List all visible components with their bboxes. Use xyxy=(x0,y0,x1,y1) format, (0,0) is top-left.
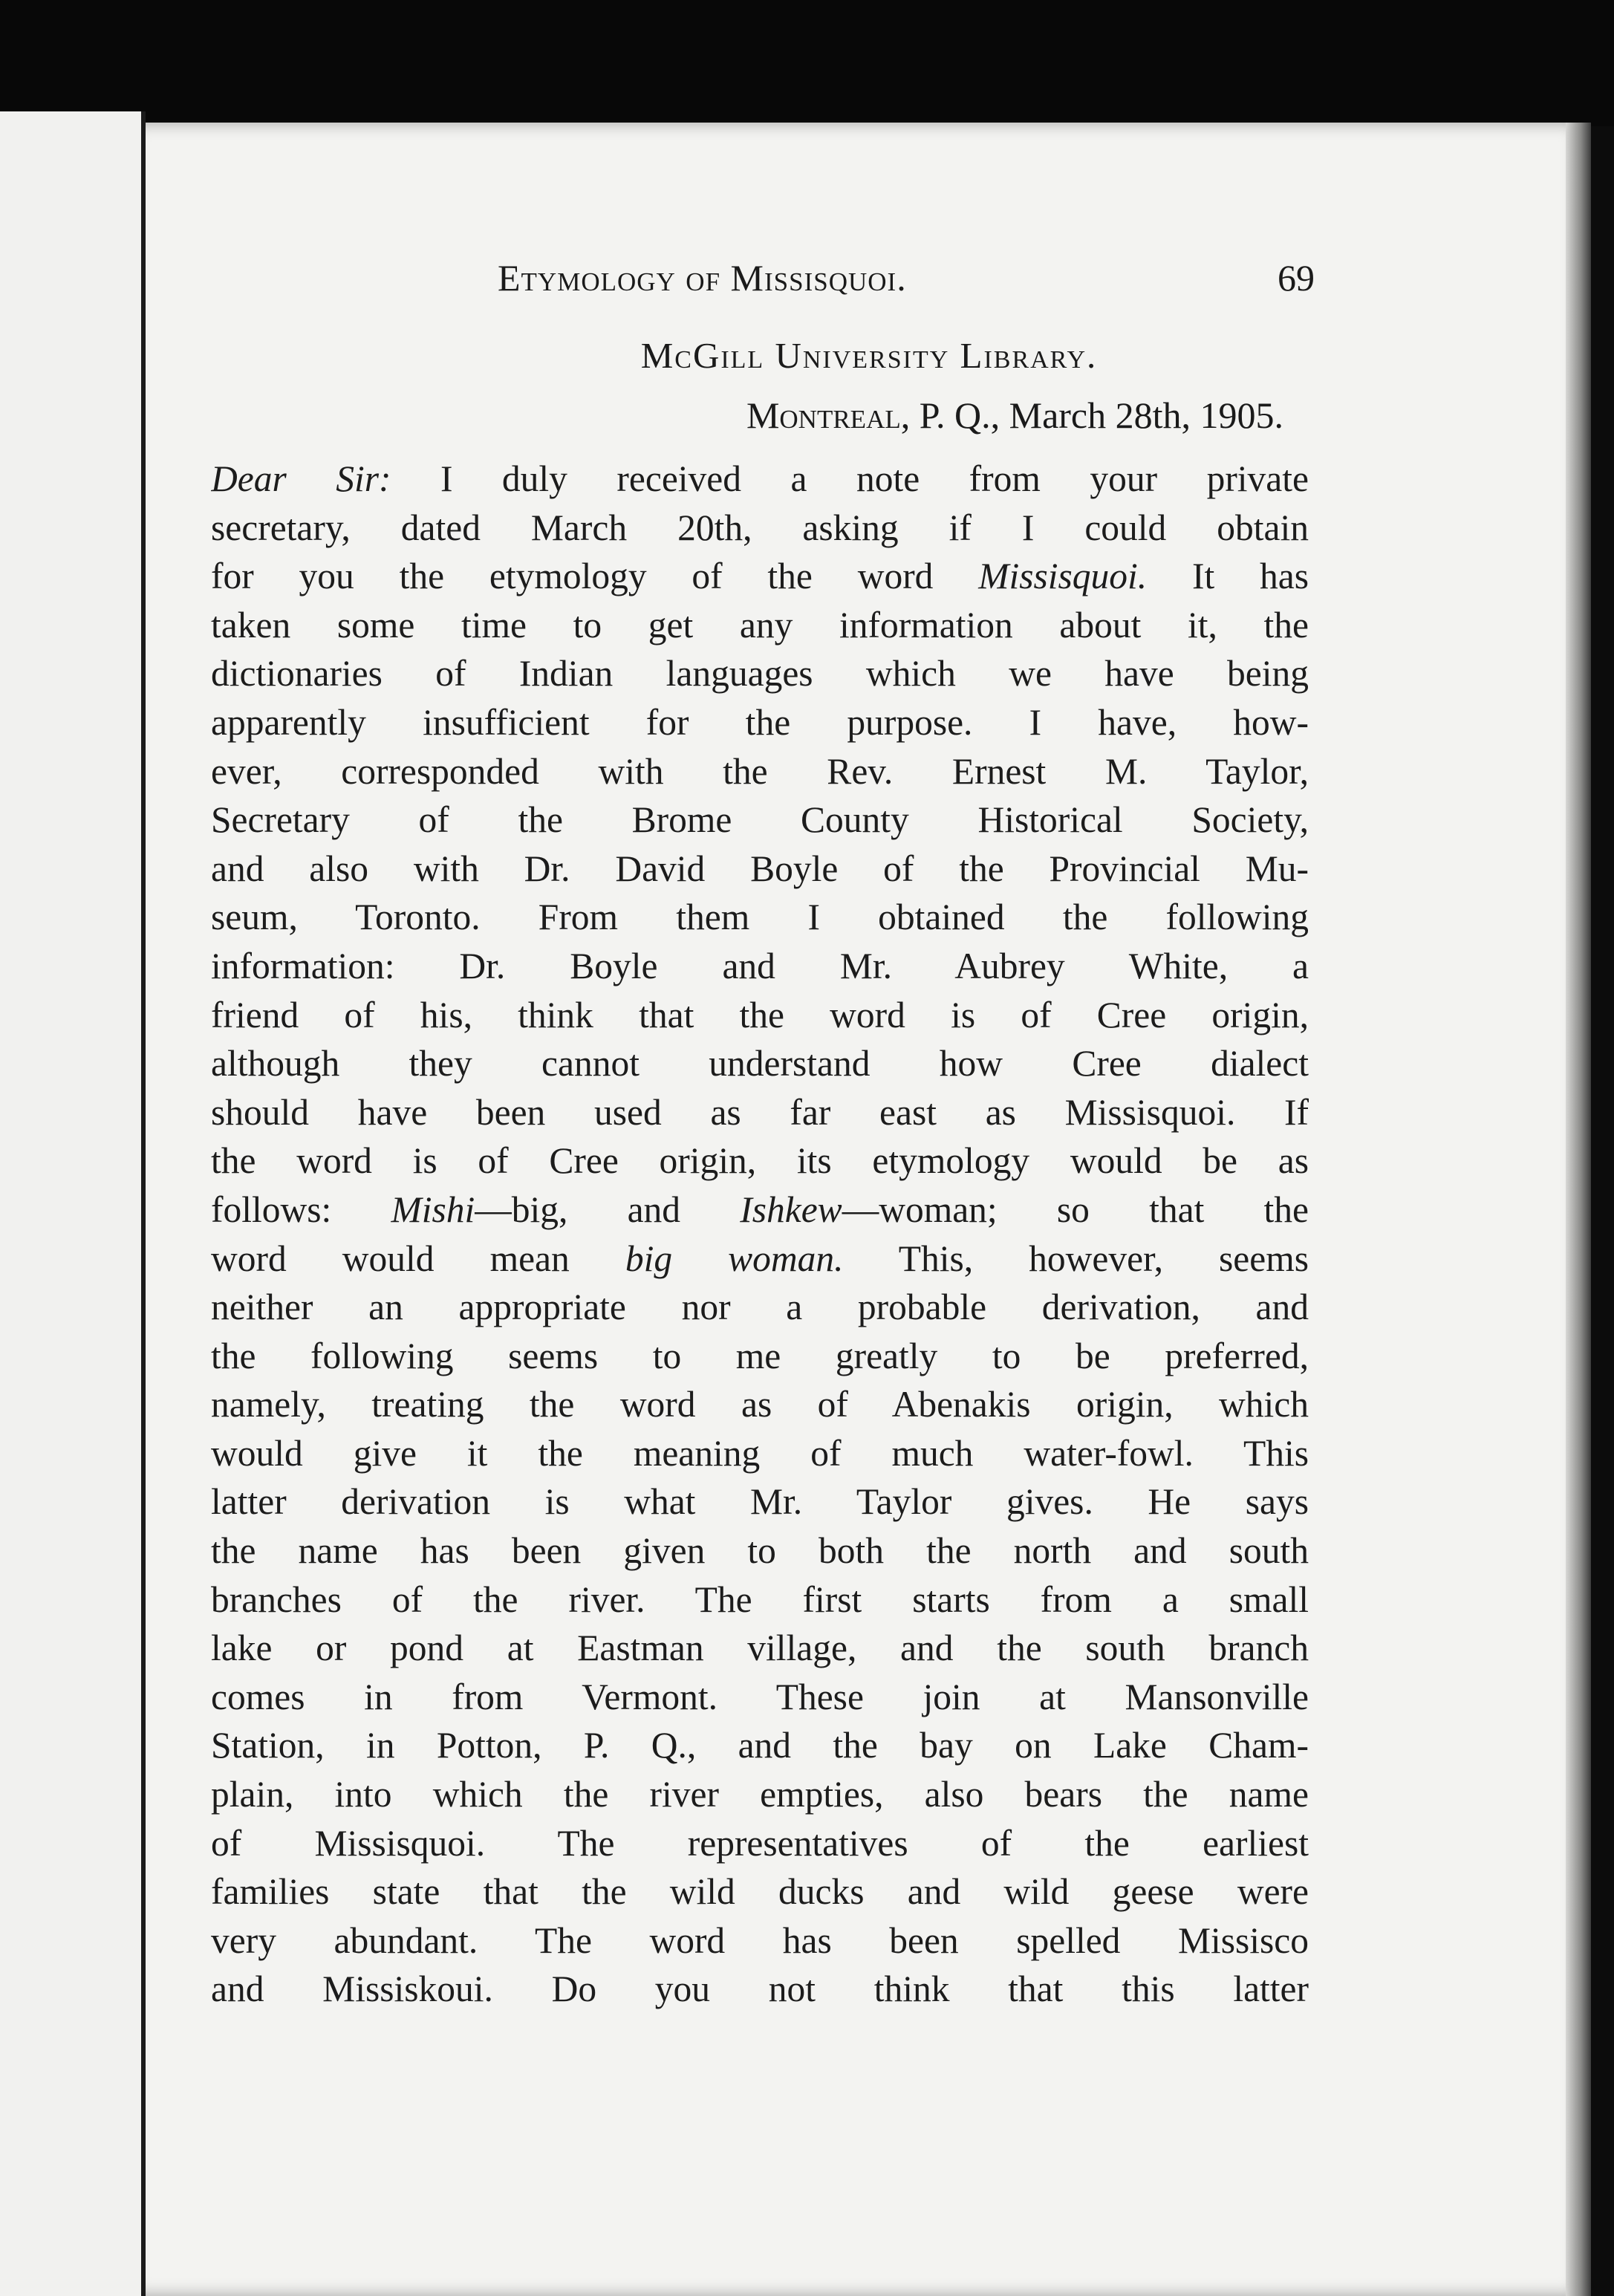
body-text-run: lake or pond at Eastman village, and the south branch xyxy=(211,1627,1309,1669)
body-line xyxy=(211,1575,1309,1625)
letter-body xyxy=(211,455,1309,2014)
page-gutter-shadow xyxy=(1566,123,1591,2296)
body-line xyxy=(211,1526,1309,1575)
body-text-run: the word is of Cree origin, its etymology would be as xyxy=(211,1140,1309,1182)
body-line xyxy=(211,1429,1309,1478)
body-line xyxy=(211,455,1309,504)
body-line xyxy=(211,796,1309,845)
body-line xyxy=(211,1770,1309,1819)
body-line xyxy=(211,649,1309,698)
body-line xyxy=(211,1624,1309,1673)
body-line xyxy=(211,845,1309,894)
dateline xyxy=(746,394,1283,437)
body-text-run: should have been used as far east as Missisquoi. If xyxy=(211,1091,1309,1133)
body-line xyxy=(211,601,1309,650)
body-line xyxy=(211,1136,1309,1186)
italic-term: Missisquoi. xyxy=(978,556,1148,597)
body-text-run: namely, treating the word as of Abenakis origin, which xyxy=(211,1384,1309,1425)
body-text-run: although they cannot understand how Cree dialect xyxy=(211,1043,1309,1084)
running-title: Etymology of Missisquoi. xyxy=(498,257,907,299)
body-text-run: information: Dr. Boyle and Mr. Aubrey White, a xyxy=(211,945,1309,986)
body-line xyxy=(211,698,1309,747)
body-line xyxy=(211,1721,1309,1770)
body-text-run: neither an appropriate nor a probable derivation, and xyxy=(211,1287,1309,1328)
body-text-run: taken some time to get any information about it, the xyxy=(211,604,1309,645)
body-text-run: and Missiskoui. Do you not think that this latter xyxy=(211,1968,1309,2010)
body-line xyxy=(211,991,1309,1040)
facing-page-edge xyxy=(0,111,146,2296)
dateline-date: March 28th, 1905. xyxy=(1009,394,1283,436)
body-text-run: —woman; so that the xyxy=(842,1188,1309,1230)
body-text-run: This, however, seems xyxy=(843,1238,1309,1279)
body-text-run: friend of his, think that the word is of Cree origin, xyxy=(211,994,1309,1035)
dateline-place: Montreal, P. Q., xyxy=(746,394,1000,436)
body-text-run: latter derivation is what Mr. Taylor gives. He says xyxy=(211,1481,1309,1523)
body-text-run: would give it the meaning of much water-fowl. This xyxy=(211,1432,1309,1474)
body-line xyxy=(211,1965,1309,2014)
body-text-run: apparently insufficient for the purpose. I have, how- xyxy=(211,701,1309,743)
italic-term: Ishkew xyxy=(740,1188,842,1230)
body-line xyxy=(211,1186,1309,1235)
italic-term: Mishi xyxy=(391,1188,475,1230)
body-text-run: the following seems to me greatly to be preferred, xyxy=(211,1335,1309,1376)
italic-term: Dear Sir: xyxy=(211,458,391,499)
body-line xyxy=(211,1332,1309,1381)
body-text-run: and also with Dr. David Boyle of the Provincial Mu- xyxy=(211,848,1309,889)
body-line xyxy=(211,1477,1309,1526)
body-text-run: the name has been given to both the north and south xyxy=(211,1530,1309,1572)
body-text-run: branches of the river. The first starts from a small xyxy=(211,1578,1309,1620)
body-text-run: ever, corresponded with the Rev. Ernest M. Taylor, xyxy=(211,750,1309,792)
body-text-run: secretary, dated March 20th, asking if I could obtain xyxy=(211,507,1309,548)
body-line xyxy=(211,1673,1309,1722)
body-text-run: Secretary of the Brome County Historical Society, xyxy=(211,799,1309,841)
body-text-run: —big, and xyxy=(475,1188,741,1230)
body-text-run: of Missisquoi. The representatives of the earliest xyxy=(211,1822,1309,1864)
body-text-run: It has xyxy=(1147,556,1309,597)
body-text-run: very abundant. The word has been spelled Missisco xyxy=(211,1919,1309,1961)
body-text-run: families state that the wild ducks and wild geese were xyxy=(211,1871,1309,1913)
body-text-run: Station, in Potton, P. Q., and the bay on Lake Cham- xyxy=(211,1725,1309,1766)
body-text-run: for you the etymology of the word xyxy=(211,556,979,597)
body-line xyxy=(211,504,1309,553)
body-line xyxy=(211,552,1309,601)
body-line xyxy=(211,1283,1309,1332)
scan-background xyxy=(0,0,1614,126)
body-line xyxy=(211,1235,1309,1284)
body-text-run: I duly received a note from your private xyxy=(391,458,1309,499)
body-line xyxy=(211,893,1309,942)
body-line xyxy=(211,1088,1309,1137)
body-line xyxy=(211,1867,1309,1916)
body-text-run: comes in from Vermont. These join at Mansonville xyxy=(211,1676,1309,1717)
body-line xyxy=(211,1916,1309,1965)
page-header xyxy=(498,256,1315,316)
body-text-run: dictionaries of Indian languages which we have being xyxy=(211,653,1309,695)
body-line xyxy=(211,1039,1309,1088)
body-text-run: word would mean xyxy=(211,1238,625,1279)
body-line xyxy=(211,1819,1309,1868)
italic-term: big woman. xyxy=(625,1238,844,1279)
body-text-run: follows: xyxy=(211,1188,391,1230)
body-text-run: plain, into which the river empties, also bears the name xyxy=(211,1774,1309,1815)
body-line xyxy=(211,942,1309,991)
body-line xyxy=(211,1380,1309,1429)
body-line xyxy=(211,747,1309,796)
page-number: 69 xyxy=(1278,257,1315,299)
body-text-run: seum, Toronto. From them I obtained the following xyxy=(211,897,1309,938)
letterhead: McGill University Library. xyxy=(640,335,1098,376)
